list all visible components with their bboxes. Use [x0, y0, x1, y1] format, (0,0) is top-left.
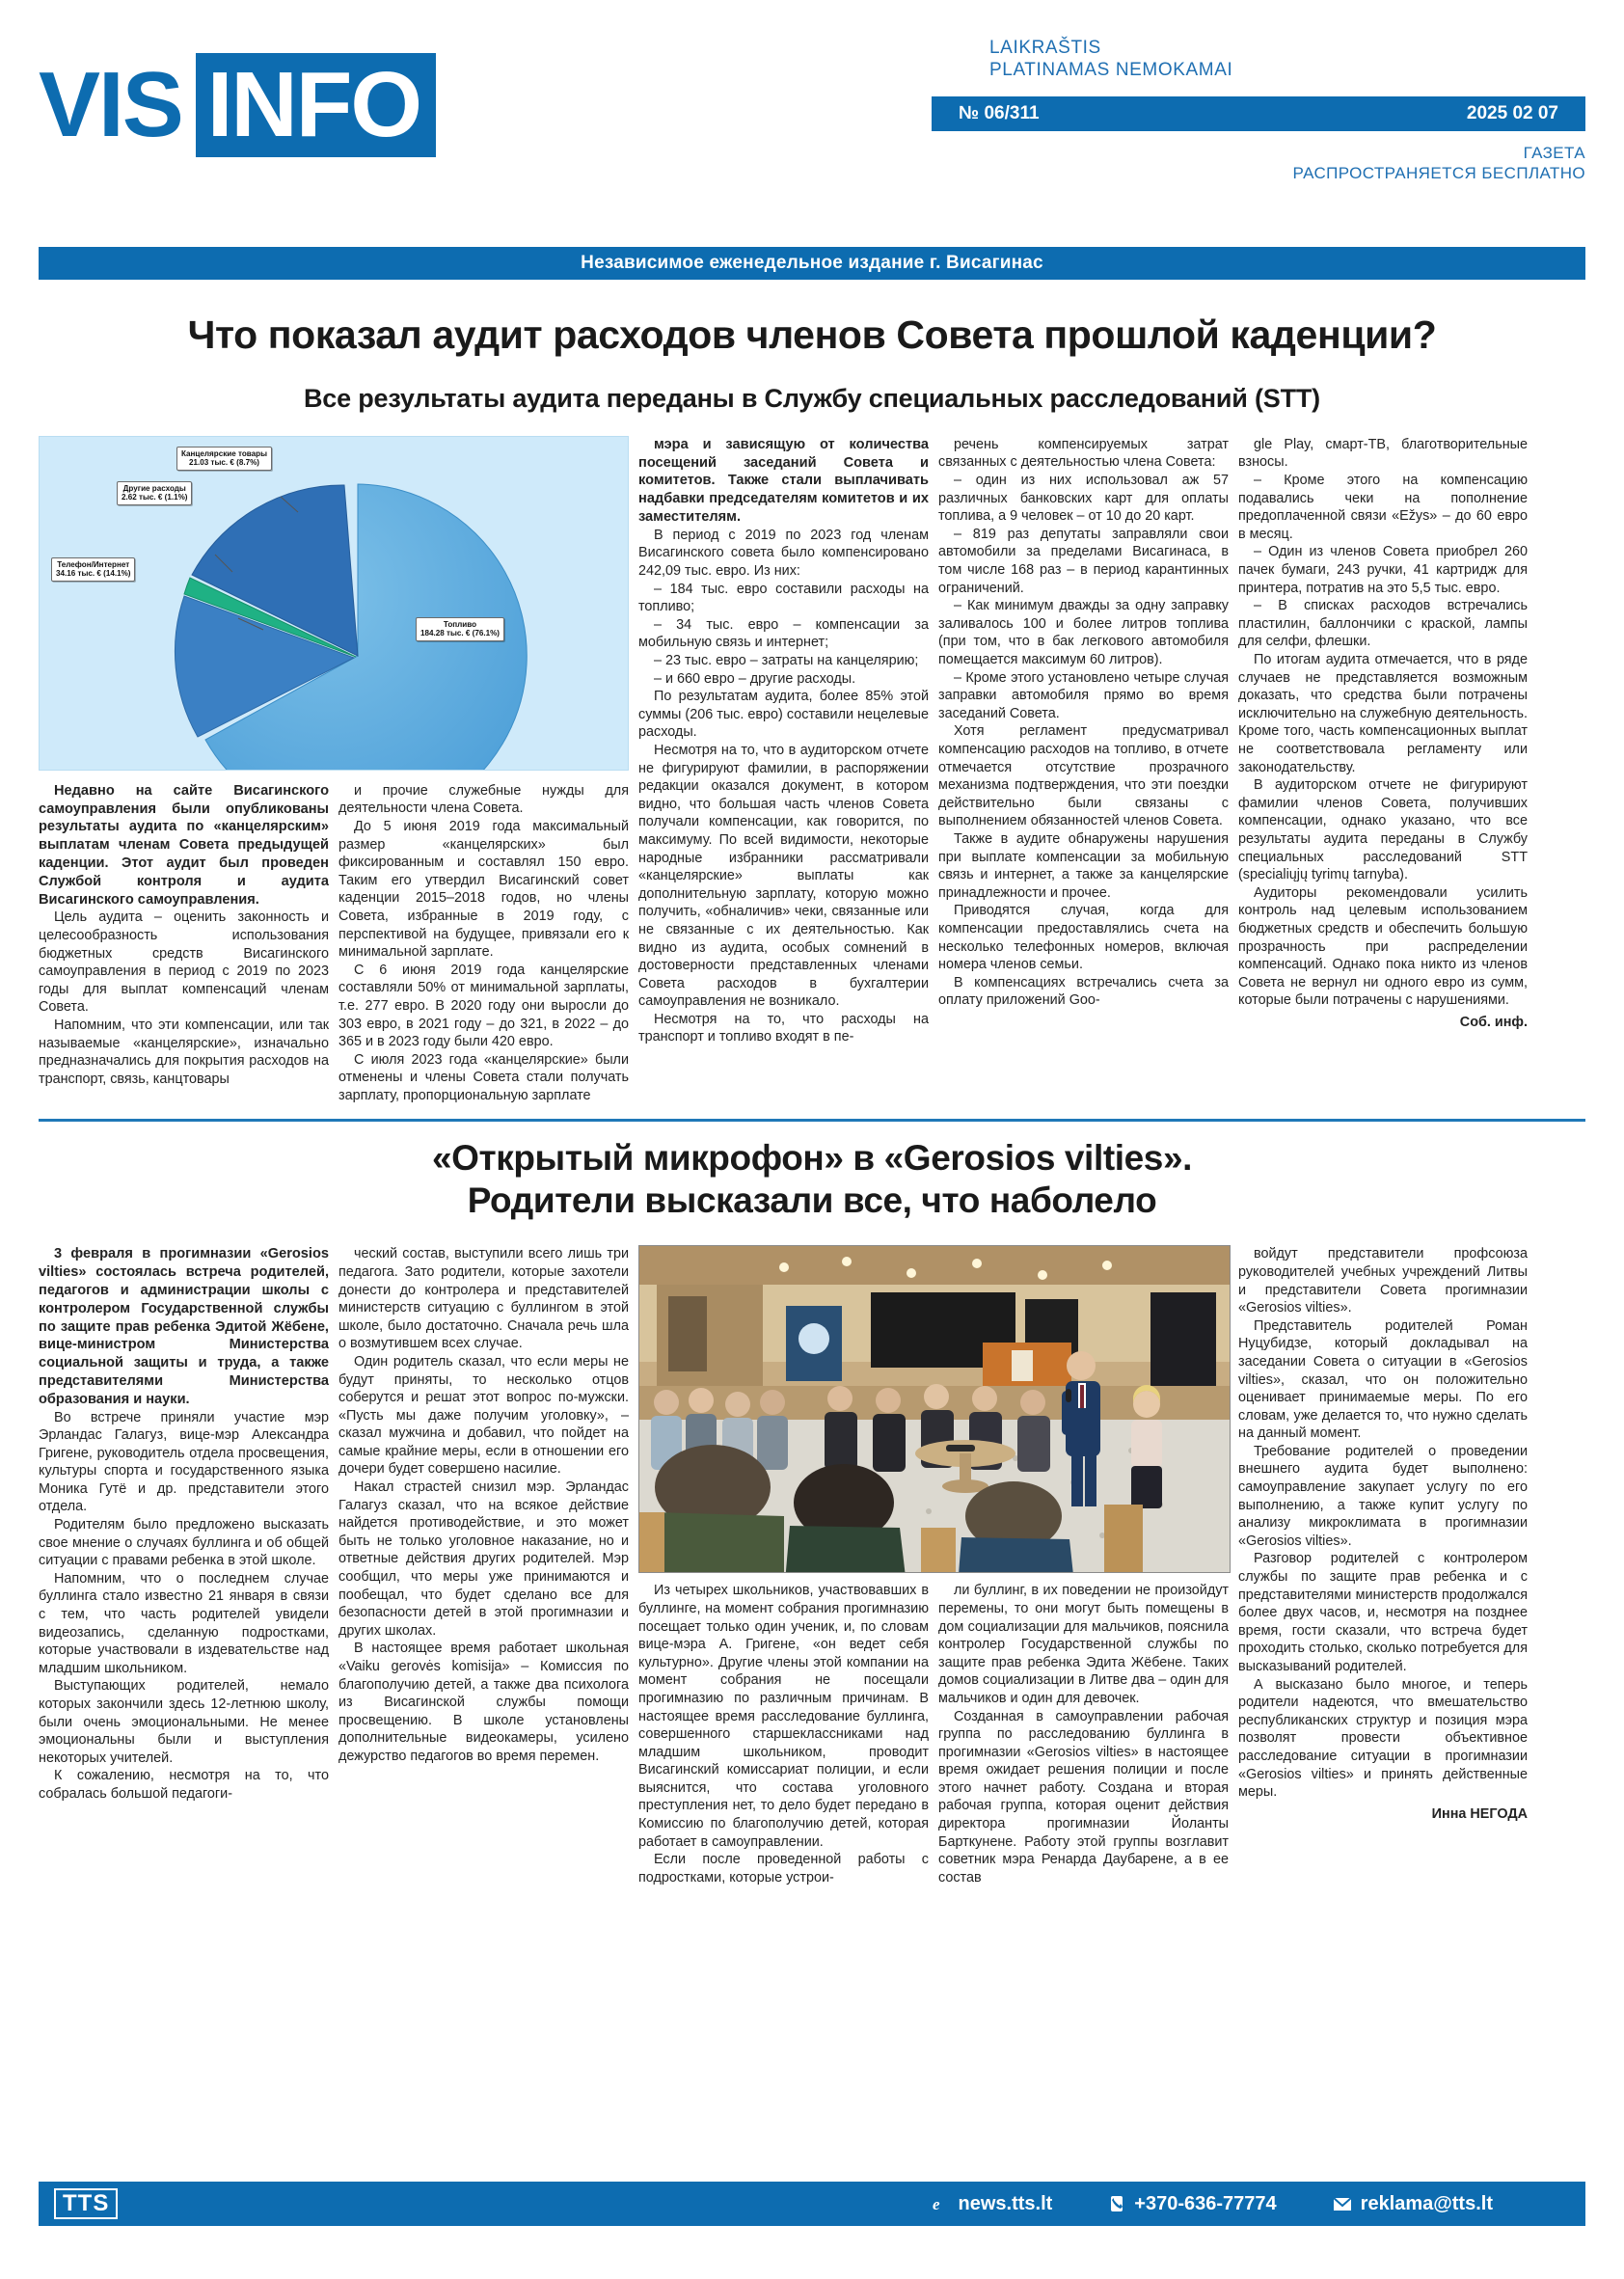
- paragraph: – Как минимум дважды за одну заправку заливалось 100 и более литров топлива (при том, что в бак легкового автомобиля помещается максимум 60 литров).: [938, 598, 1229, 667]
- article2-columns: [39, 1245, 1585, 1886]
- meeting-photo: [638, 1245, 1231, 1573]
- free-line-2: РАСПРОСТРАНЯЕТСЯ БЕСПЛАТНО: [1292, 164, 1585, 182]
- expenses-pie-chart: [39, 436, 629, 771]
- paragraph: – 819 раз депутаты заправляли свои автомобили за пределами Висагинаса, в том числе 168 раз – в период карантинных ограничений.: [938, 526, 1229, 596]
- paragraph: Родителям было предложено высказать свое мнение о случаях буллинга и об общей ситуации с правами ребенка в этой школе.: [39, 1517, 329, 1569]
- article2-photo-below-columns: [638, 1582, 1229, 1886]
- paragraph: К сожалению, несмотря на то, что собралась большой педагоги-: [39, 1768, 329, 1802]
- paragraph: Созданная в самоуправлении рабочая группа по расследованию буллинга в прогимназии «Gerosios vilties» в настоящее время ожидает решения полиции и после этого начнет работу. Создана и вторая рабочая группа, которая оценит действия директора прогимназии Йоланты Барткунене. Работу этой группы возглавит советник мэра Ренарда Даубарене, а в ее состав: [938, 1708, 1229, 1886]
- pie-label-phone-internet: [51, 557, 135, 582]
- paragraph: До 5 июня 2019 года максимальный размер «канцелярских» был фиксированным и составлял 150 евро. Таким его утвердил Висагинский совет каденции 2015–2018 годов, но члены Совета, избранные в 2019 году, с перспективой на будущее, привязали его к минимальной зарплате.: [338, 819, 629, 961]
- footer-website[interactable]: [931, 2193, 1053, 2215]
- issue-date: 2025 02 07: [1466, 103, 1558, 123]
- article2-photo-wrap: [638, 1245, 1229, 1886]
- article2-column-5: [1238, 1245, 1528, 1886]
- paragraph: Один родитель сказал, что если меры не будут приняты, то несколько отцов соберутся и решат этот вопрос по-мужски. «Пусть мы даже получим уголовку», – сказал мужчина и добавил, что пойдет на самые крайние меры, если в отношении его дочери будет совершено насилие.: [338, 1353, 629, 1478]
- pie-label-other-value: 2.62 тыс. € (1.1%): [122, 493, 188, 502]
- page-footer: [39, 2182, 1585, 2226]
- paragraph: мэра и зависящую от количества посещений заседаний Совета и комитетов. Также стали выплачивать надбавки председателям комитетов и их заместителям.: [638, 436, 929, 526]
- paragraph: В настоящее время работает школьная «Vaiku gerovės komisija» – Комиссия по благополучию детей, а также два психолога из Висагинской службы помощи просвещению. В школе установлены дополнительные видеокамеры, усилено дежурство педагогов во время перемен.: [338, 1641, 629, 1764]
- tagline-text: Независимое еженедельное издание г. Висагинас: [581, 253, 1043, 273]
- pie-label-fuel-value: 184.28 тыс. € (76.1%): [420, 629, 500, 638]
- paragraph: – и 660 евро – другие расходы.: [654, 670, 856, 687]
- article1-columns: [39, 436, 1585, 1105]
- pie-label-fuel-name: Топливо: [443, 619, 477, 629]
- masthead: [39, 0, 1585, 241]
- pie-label-other-name: Другие расходы: [122, 483, 186, 493]
- lithuanian-subtitle: [872, 37, 1585, 81]
- paragraph: – В списках расходов встречались пластилин, баллончики с краской, лампы для селфи, флешки.: [1238, 598, 1528, 650]
- article2-byline: Инна НЕГОДА: [1431, 1805, 1528, 1822]
- free-distribution-note: [872, 143, 1585, 183]
- paragraph: Недавно на сайте Висагинского самоуправления были опубликованы результаты аудита по «канцелярским» выплатам членам Совета предыдущей каденции. Этот аудит был проведен Службой контроля и аудита Висагинского самоуправления.: [39, 782, 329, 908]
- paragraph: Хотя регламент предусматривал компенсацию расходов на топливо, в отчете отмечается отсутствие прозрачного механизма подтверждения, что эти поездки действительно были связаны с выполнением обязанностей членов Совета.: [938, 723, 1229, 829]
- paragraph: Несмотря на то, что расходы на транспорт и топливо входят в пе-: [638, 1011, 929, 1045]
- footer-email-text: reklama@tts.lt: [1360, 2192, 1493, 2214]
- paragraph: Цель аудита – оценить законность и целесообразность использования бюджетных средств Висагинского самоуправления в период с 2019 по 2023 годы для выплат компенсаций членам Совета.: [39, 909, 329, 1016]
- mail-icon: [1333, 2196, 1352, 2211]
- paragraph: Из четырех школьников, участвовавших в буллинге, на момент собрания прогимназию посещает только один ученик, и, по словам вице-мэра А. Григене, «он ведет себя культурно». Другие члены этой компании на момент собрания не посещали прогимназию по различным причинам. В настоящее время расследование буллинга, совершенного старшеклассниками над младшим школьником, проводит Висагинский комиссариат полиции, и если выяснится, что состава уголовного преступления нет, то дело будет передано в Комиссию по благополучию детей, которая работает в самоуправлении.: [638, 1583, 929, 1850]
- article1-subheadline: Все результаты аудита переданы в Службу специальных расследований (STT): [304, 384, 1320, 414]
- article2-headline-line1: «Открытый микрофон» в «Gerosios vilties».: [431, 1137, 1193, 1178]
- issue-bar: [932, 96, 1585, 131]
- footer-phone[interactable]: [1108, 2193, 1276, 2215]
- paragraph: – 184 тыс. евро составили расходы на топливо;: [638, 581, 929, 615]
- article1-byline: Соб. инф.: [1459, 1014, 1528, 1030]
- paragraph: gle Play, смарт-ТВ, благотворительные взносы.: [1238, 436, 1528, 471]
- paragraph: – Кроме этого установлено четыре случая заправки автомобиля прямо во время заседаний Совета.: [938, 669, 1229, 721]
- article1-headline: Что показал аудит расходов членов Совета прошлой каденции?: [187, 312, 1437, 357]
- paragraph: В аудиторском отчете не фигурируют фамилии членов Совета, получивших компенсации, однако указано, что все результаты аудита переданы в Службу специальных расследований STT (specialiųjų tyrimų tarnyba).: [1238, 777, 1528, 883]
- paragraph: Несмотря на то, что в аудиторском отчете не фигурируют фамилии, в распоряжении редакции оказался документ, в котором видно, что большая часть членов Совета получали компенсации, как говорится, по максимуму. По всей видимости, некоторые народные избранники рассматривали «канцелярские» выплаты как дополнительную зарплату, которую можно получить, «обналичив» чеки, связанные или не связанные с их деятельностью. Как видно из аудита, особых сомнений в достоверности представленных членами Совета расходов в бухгалтерии самоуправления не возникало.: [638, 742, 929, 1010]
- paragraph: Напомним, что о последнем случае буллинга стало известно 21 января в связи с тем, что часть родителей увидели видеозапись, сделанную подростками, которые участвовали в издевательстве над младшим школьником.: [39, 1570, 329, 1676]
- pie-label-office-supplies-value: 21.03 тыс. € (8.7%): [189, 458, 259, 468]
- paragraph: Требование родителей о проведении внешнего аудита будет выполнено: самоуправление закупает услугу по его выполнению, а также купит услугу по анализу микроклимата в прогимназии «Gerosios vilties».: [1238, 1443, 1528, 1549]
- svg-text:e: e: [932, 2195, 940, 2213]
- paragraph: Накал страстей снизил мэр. Эрландас Галагуз сказал, что на всякое действие найдется противодействие, и это может быть не только уголовное наказание, но и ответные действия других родителей. Мэр сообщил, что меры уже принимаются и пообещал, что будет сделано все для безопасности детей в этой прогимназии и других школах.: [338, 1479, 629, 1639]
- article2-column-2: [338, 1245, 629, 1886]
- free-line-1: ГАЗЕТА: [1523, 144, 1585, 162]
- pie-label-office-supplies-name: Канцелярские товары: [181, 448, 268, 458]
- phone-icon: [1108, 2195, 1125, 2212]
- article1-column-1: [39, 782, 329, 1105]
- logo-text-vis: VIS: [39, 53, 182, 156]
- article2-column-3: [638, 1582, 929, 1886]
- paragraph: речень компенсируемых затрат связанных с деятельностью члена Совета:: [938, 436, 1229, 471]
- lk-line-2: PLATINAMAS NEMOKAMAI: [989, 60, 1233, 80]
- lk-line-1: LAIKRAŠTIS: [989, 38, 1101, 58]
- article2-headline-line2: Родители высказали все, что наболело: [467, 1180, 1157, 1220]
- paragraph: По итогам аудита отмечается, что в ряде случаев не представляется возможным доказать, что средства были потрачены исключительно на служебную деятельность. Кроме того, часть компенсационных выплат не соответствовала регламенту или законодательству.: [1238, 652, 1528, 775]
- pie-label-office-supplies: [176, 447, 272, 471]
- paragraph: войдут представители профсоюза руководителей учебных учреждений Литвы и представители Совета прогимназии «Gerosios vilties».: [1238, 1246, 1528, 1316]
- article1-column-2: [338, 782, 629, 1105]
- paragraph: Также в аудите обнаружены нарушения при выплате компенсации за мобильную связь и интернет, а также за канцелярские принадлежности и прочее.: [938, 830, 1229, 901]
- article2-column-1: [39, 1245, 329, 1886]
- paragraph: и прочие служебные нужды для деятельности члена Совета.: [338, 782, 629, 817]
- masthead-right: [872, 37, 1585, 183]
- paragraph: Представитель родителей Роман Нуцубидзе, который докладывал на заседании Совета о ситуации в «Gerosios vilties», сказал, что он положительно оценивает принимаемые меры. По его словам, уже делается то, что нужно сделать на данный момент.: [1238, 1317, 1528, 1442]
- paragraph: С июля 2023 года «канцелярские» были отменены и члены Совета стали получать зарплату, пропорциональную зарплате: [338, 1051, 629, 1103]
- web-icon: [931, 2194, 950, 2213]
- article1-column-3: [638, 436, 929, 1105]
- paragraph: – 34 тыс. евро – компенсации за мобильную связь и интернет;: [638, 616, 929, 651]
- paragraph: Приводятся случая, когда для компенсации предоставлялись счета на несколько телефонных номеров, включая номера членов семьи.: [938, 903, 1229, 973]
- pie-label-phone-internet-name: Телефон/Интернет: [57, 559, 130, 569]
- tagline-strip: [39, 247, 1585, 280]
- paragraph: ли буллинг, в их поведении не произойдут перемены, то они могут быть помещены в дом социализации для мальчиков, пояснила контролер Государственной службы по защите прав ребенка Эдита Жёбене. Таких домов социализации в Литве два – один для мальчиков и один для девочек.: [938, 1583, 1229, 1706]
- paragraph: – 23 тыс. евро – затраты на канцелярию;: [654, 653, 919, 669]
- footer-website-text: news.tts.lt: [958, 2192, 1053, 2214]
- paragraph: Разговор родителей с контролером службы по защите прав ребенка и с представителями министерств продолжался более двух часов, и, несмотря на позднее время, гости сказали, что встреча будет проходить столько, сколько потребуется для высказываний родителей.: [1238, 1551, 1528, 1674]
- issue-number: № 06/311: [959, 103, 1040, 123]
- article1-column-4: [938, 436, 1229, 1105]
- paragraph: Выступающих родителей, немало которых закончили здесь 12-летнюю школу, были очень эмоциональными. Не менее эмоциональны были и выступления некоторых учителей.: [39, 1678, 329, 1766]
- paragraph: Во встрече приняли участие мэр Эрландас Галагуз, вице-мэр Александра Григене, руководитель отдела просвещения, культуры спорта и государственного языка Моника Гутё и др. представители этого отдела.: [39, 1409, 329, 1515]
- paragraph: А высказано было многое, и теперь родители надеются, что вмешательство республиканских структур и позиция мэра позволят провести объективное расследование ситуации в прогимназии «Gerosios vilties» и принять действенные меры.: [1238, 1676, 1528, 1801]
- paragraph: 3 февраля в прогимназии «Gerosios vilties» состоялась встреча родителей, педагогов и администрации школы с контролером Государственной службы по защите прав ребенка Эдитой Жёбене, вице-министром Министерства социальной защиты и труда, а также представителями Министерства образования и науки.: [39, 1246, 329, 1407]
- paragraph: С 6 июня 2019 года канцелярские составляли 50% от минимальной зарплаты, т.е. 277 евро. В 2020 году они выросли до 303 евро, в 2021 году – до 321, в 2022 – до 365 и в 2023 году были 420 евро.: [338, 962, 629, 1050]
- tts-logo[interactable]: TTS: [54, 2188, 118, 2219]
- pie-label-phone-internet-value: 34.16 тыс. € (14.1%): [56, 569, 131, 579]
- pie-label-fuel: [416, 617, 504, 641]
- article2-column-4: [938, 1582, 1229, 1886]
- section-divider: [39, 1119, 1585, 1122]
- paragraph: Если после проведенной работы с подростками, которые устрои-: [638, 1852, 929, 1886]
- meeting-photo-svg: [639, 1246, 1230, 1572]
- paragraph: – Кроме этого на компенсацию подавались чеки на пополнение предоплаченной связи «Ežys» – до 60 евро в месяц.: [1238, 473, 1528, 542]
- paragraph: – один из них использовал аж 57 различных банковских карт для оплаты топлива, а 9 человек – от 10 до 20 карт.: [938, 473, 1229, 525]
- footer-phone-text: +370-636-77774: [1134, 2192, 1277, 2214]
- publication-logo[interactable]: [39, 53, 436, 157]
- paragraph: В компенсациях встречались счета за оплату приложений Goo-: [938, 974, 1229, 1009]
- pie-label-other: [117, 481, 192, 505]
- paragraph: – Один из членов Совета приобрел 260 пачек бумаги, 243 ручки, 41 картридж для принтера, потратив на это 5,5 тыс. евро.: [1238, 544, 1528, 596]
- logo-text-info: INFO: [196, 53, 436, 157]
- paragraph: По результатам аудита, более 85% этой суммы (206 тыс. евро) составили нецелевые расходы.: [638, 689, 929, 741]
- paragraph: ческий состав, выступили всего лишь три педагога. Зато родители, которые захотели донести до контролера и представителей министерств ситуацию с буллингом в этой школе, было достаточно. Сначала речь шла о возмутившем всех случае.: [338, 1246, 629, 1352]
- paragraph: В период с 2019 по 2023 год членам Висагинского совета было компенсировано 242,09 тыс. евро. Из них:: [638, 527, 929, 580]
- footer-contacts: [931, 2193, 1494, 2215]
- footer-email[interactable]: [1333, 2193, 1493, 2215]
- paragraph: Напомним, что эти компенсации, или так называемые «канцелярские», изначально предназначались для покрытия расходов на транспорт, связь, канцтовары: [39, 1017, 329, 1087]
- article2-headline: [39, 1137, 1585, 1222]
- paragraph: Аудиторы рекомендовали усилить контроль над целевым использованием бюджетных средств и обеспечить большую прозрачность при распределении компенсаций. Однако пока никто из членов Совета не вернул ни одного евро из сумм, которые были потрачены с нарушениями.: [1238, 884, 1528, 1009]
- article1-column-5: [1238, 436, 1528, 1105]
